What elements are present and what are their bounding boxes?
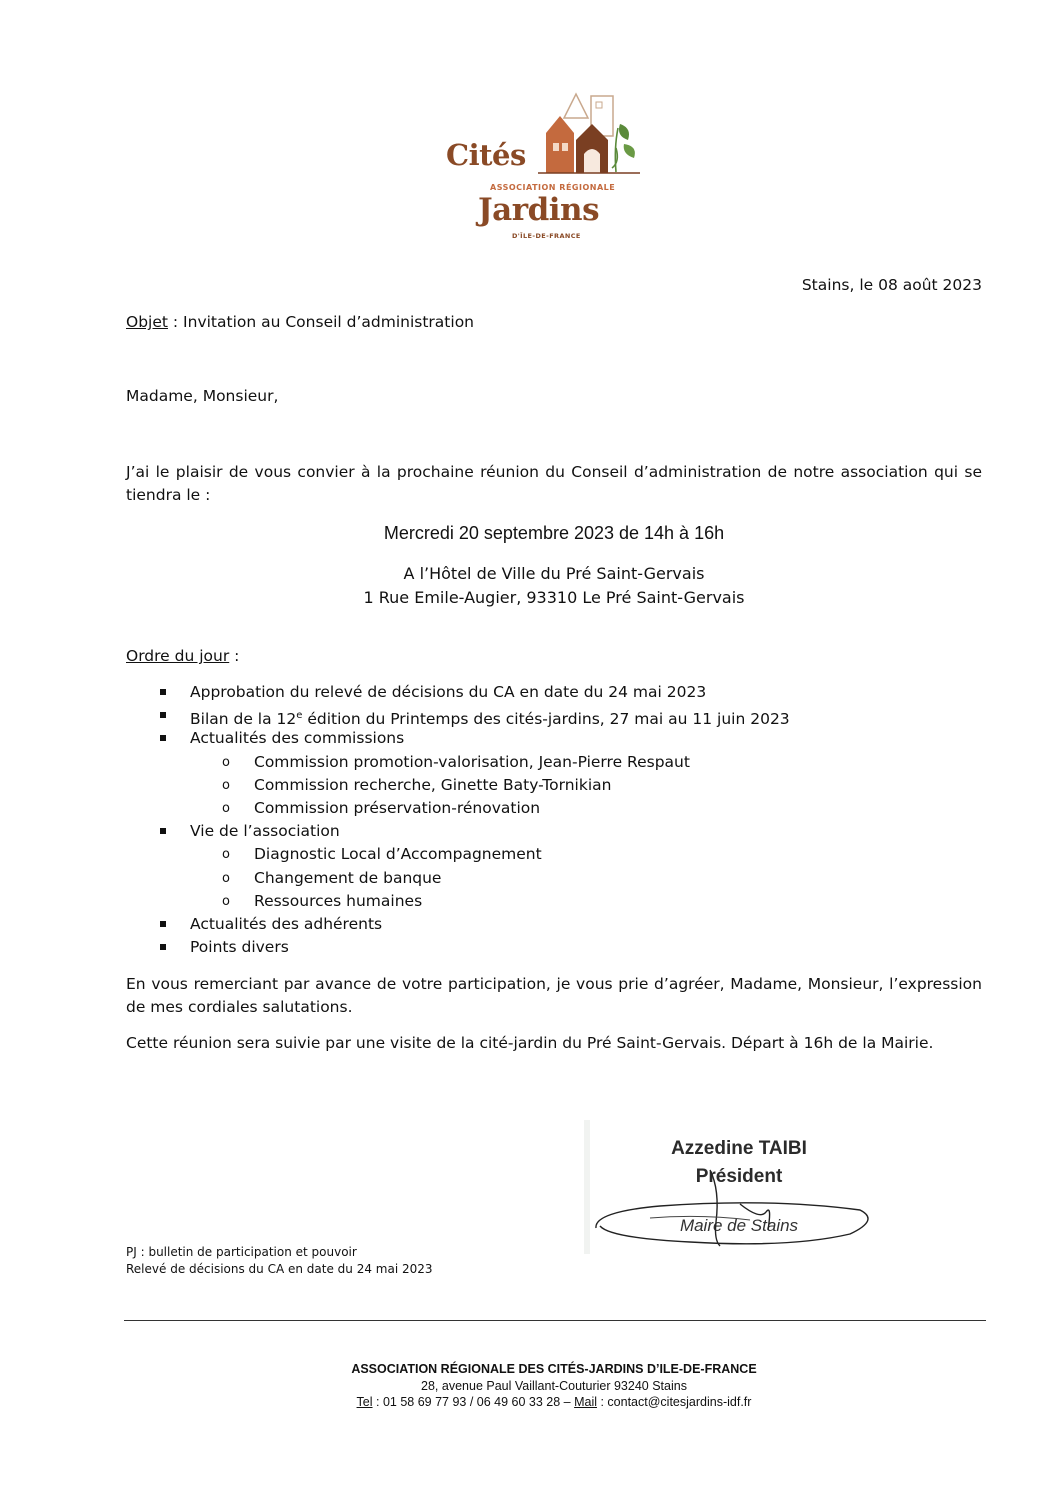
place-line-1: A l’Hôtel de Ville du Pré Saint-Gervais [403, 564, 705, 583]
intro-paragraph: J’ai le plaisir de vous convier à la prochaine réunion du Conseil d’administration de notre association qui se tiendra le : [126, 463, 982, 504]
square-bullet-icon [160, 712, 166, 718]
logo-word-cites: Cités [446, 138, 526, 172]
salutation: Madame, Monsieur, [126, 387, 279, 405]
agenda-item-text: Actualités des adhérents [190, 914, 383, 933]
signatory-mayor: Maire de Stains [679, 1216, 799, 1235]
closing-paragraph: En vous remerciant par avance de votre participation, je vous prie d’agréer, Madame, Monsieur, l’expression de mes cordiales salutations. [126, 975, 982, 1016]
agenda-subitem-text: Ressources humaines [254, 891, 423, 910]
attachments [126, 1244, 433, 1278]
agenda-label-suffix: : [229, 647, 240, 665]
square-bullet-icon [160, 689, 166, 695]
letter-date: Stains, le 08 août 2023 [801, 276, 982, 294]
agenda-item [150, 913, 950, 936]
logo-word-jardins: Jardins [478, 192, 600, 228]
agenda-item [150, 727, 950, 750]
subject-text: : Invitation au Conseil d’administration [167, 313, 474, 331]
agenda-subitem [150, 890, 950, 913]
agenda-list [150, 681, 950, 959]
agenda-item [150, 681, 950, 704]
agenda-subitem-text: Commission préservation-rénovation [254, 798, 541, 817]
circle-bullet-icon: o [222, 800, 230, 816]
subject-label: Objet [126, 313, 168, 331]
meeting-datetime: Mercredi 20 septembre 2023 de 14h à 16h [383, 523, 725, 543]
circle-bullet-icon: o [222, 754, 230, 770]
footer-divider [124, 1320, 986, 1321]
agenda-label: Ordre du jour [126, 647, 230, 665]
visit-paragraph: Cette réunion sera suivie par une visite de la cité-jardin du Pré Saint-Gervais. Départ à 16h de la Mairie. [126, 1034, 934, 1052]
attachment-line-2: Relevé de décisions du CA en date du 24 mai 2023 [126, 1262, 433, 1276]
footer-org-name: ASSOCIATION RÉGIONALE DES CITÉS-JARDINS D’ILE-DE-FRANCE [351, 1362, 757, 1376]
agenda-item-text: Actualités des commissions [190, 729, 405, 748]
agenda-heading [126, 647, 239, 665]
footer-address: 28, avenue Paul Vaillant-Couturier 93240 Stains [421, 1378, 687, 1393]
agenda-item [150, 820, 950, 843]
agenda-subitem [150, 797, 950, 820]
tel-label: Tel [356, 1395, 373, 1409]
agenda-subitem [150, 751, 950, 774]
agenda-item-text: Bilan de la 12e édition du Printemps des cités-jardins, 27 mai au 11 juin 2023 [190, 710, 790, 729]
agenda-subitem-text: Commission recherche, Ginette Baty-Tornikian [254, 775, 612, 794]
circle-bullet-icon: o [222, 777, 230, 793]
signatory-title: Président [695, 1166, 783, 1187]
square-bullet-icon [160, 921, 166, 927]
agenda-item-text: Vie de l’association [190, 822, 340, 841]
letterhead-footer [126, 1361, 982, 1411]
agenda-subitem-text: Diagnostic Local d’Accompagnement [254, 845, 542, 864]
handwritten-signature-icon [590, 1160, 880, 1250]
circle-bullet-icon: o [222, 893, 230, 909]
agenda-subitem [150, 843, 950, 866]
square-bullet-icon [160, 735, 166, 741]
agenda-subitem [150, 774, 950, 797]
agenda-item-text: Points divers [190, 938, 289, 957]
agenda-subitem [150, 867, 950, 890]
circle-bullet-icon: o [222, 870, 230, 886]
square-bullet-icon [160, 828, 166, 834]
agenda-subitem-text: Changement de banque [254, 868, 442, 887]
circle-bullet-icon: o [222, 847, 230, 863]
agenda-item [150, 704, 950, 727]
houses-illustration-icon [536, 88, 646, 183]
signatory-name: Azzedine TAIBI [671, 1138, 807, 1159]
meeting-place [126, 562, 982, 610]
logo-subtitle: ASSOCIATION RÉGIONALE [490, 183, 616, 192]
tel-text: : 01 58 69 77 93 / 06 49 60 33 28 – [372, 1395, 575, 1409]
place-line-2: 1 Rue Emile-Augier, 93310 Le Pré Saint-Gervais [363, 588, 745, 607]
agenda-subitem-text: Commission promotion-valorisation, Jean-Pierre Respaut [254, 752, 690, 771]
agenda-item [150, 936, 950, 959]
logo-region: D'ÎLE-DE-FRANCE [512, 232, 581, 240]
mail-label: Mail [574, 1395, 598, 1409]
agenda-item-text: Approbation du relevé de décisions du CA en date du 24 mai 2023 [190, 683, 707, 701]
square-bullet-icon [160, 944, 166, 950]
association-logo [440, 88, 650, 248]
subject-line [126, 313, 474, 331]
mail-text: : contact@citesjardins-idf.fr [597, 1395, 752, 1409]
footer-contact [126, 1394, 982, 1411]
attachment-line-1: PJ : bulletin de participation et pouvoir [126, 1245, 357, 1259]
